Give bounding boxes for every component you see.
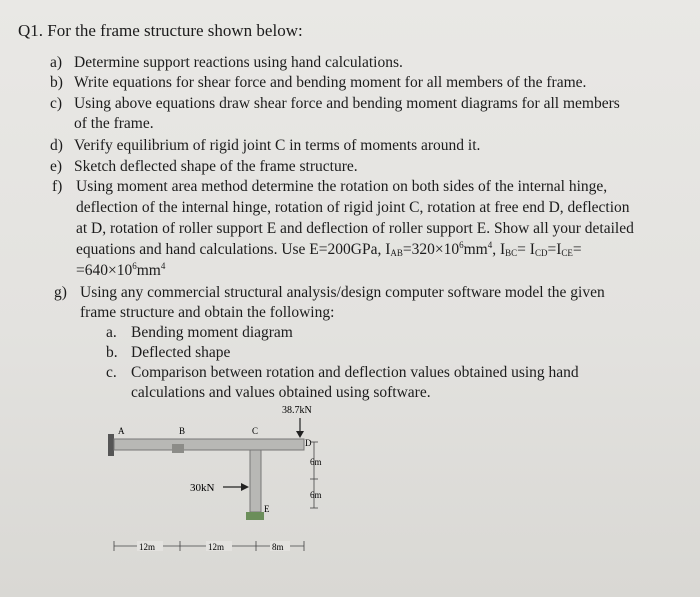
item-f-line2: deflection of the internal hinge, rotation of rigid joint C, rotation at free end D, deflection — [76, 199, 630, 216]
item-g-line1: Using any commercial structural analysis/design computer software model the given — [80, 284, 605, 301]
item-e-label: e) — [50, 158, 63, 175]
node-c: C — [252, 426, 259, 436]
item-e-text: Sketch deflected shape of the frame structure. — [74, 158, 358, 175]
question-heading — [18, 22, 303, 40]
item-g-label: g) — [54, 284, 67, 301]
f-line4-prefix: equations and hand calculations. Use E=200GPa, I — [76, 241, 391, 258]
f-line4-eq2: =I — [547, 241, 562, 258]
frame-structure-figure — [100, 400, 360, 560]
node-e: E — [264, 504, 270, 514]
f-line5-unit: mm — [136, 262, 161, 279]
item-f-line1: Using moment area method determine the rotation on both sides of the internal hinge, — [76, 178, 608, 195]
node-d: D — [305, 438, 312, 448]
question-title: For the frame structure shown below: — [47, 21, 303, 40]
exp-6: 6 — [459, 240, 464, 250]
f-line4-mid: =320×10 — [402, 241, 460, 258]
item-g-b-label: b. — [106, 344, 118, 361]
dim-bc-label: 12m — [208, 542, 225, 552]
fixed-support-a — [108, 434, 114, 456]
item-a-label: a) — [50, 54, 63, 71]
item-c-line1: Using above equations draw shear force and bending moment diagrams for all members — [74, 95, 620, 112]
item-f-line5 — [76, 262, 165, 280]
item-g-c-line2: calculations and values obtained using software. — [131, 384, 431, 401]
dim-lower-label: 6m — [310, 490, 322, 500]
item-f-line4 — [76, 241, 582, 259]
item-f-label: f) — [52, 178, 63, 195]
item-g-a-label: a. — [106, 324, 117, 341]
dim-upper-label: 6m — [310, 457, 322, 467]
item-f-line3: at D, rotation of roller support E and deflection of roller support E. Show all your detailed — [76, 220, 634, 237]
sub-cd: CD — [534, 248, 548, 258]
item-a-text: Determine support reactions using hand calculations. — [74, 54, 403, 71]
point-load-label: 38.7kN — [282, 405, 312, 416]
lateral-load-label: 30kN — [190, 482, 215, 494]
item-g-a-text: Bending moment diagram — [131, 324, 293, 341]
point-load-arrowhead — [296, 431, 304, 438]
exp-4: 4 — [487, 240, 493, 250]
sub-ce: CE — [561, 248, 573, 258]
sub-ab: AB — [390, 248, 403, 258]
item-g-b-text: Deflected shape — [131, 344, 231, 361]
dim-cd-label: 8m — [272, 542, 284, 552]
item-g-c-line1: Comparison between rotation and deflection values obtained using hand — [131, 364, 579, 381]
beam-ad — [114, 439, 304, 450]
lateral-load-arrowhead — [241, 483, 249, 491]
node-a: A — [118, 426, 125, 436]
dim-ab-label: 12m — [139, 542, 156, 552]
item-b-label: b) — [50, 74, 63, 91]
sub-bc: BC — [505, 248, 518, 258]
question-number: Q1. — [18, 21, 44, 40]
f-line5-value: =640×10 — [76, 262, 133, 279]
item-b-text: Write equations for shear force and bending moment for all members of the frame. — [74, 74, 587, 91]
item-c-line2: of the frame. — [74, 115, 154, 132]
f-line4-eq3: = — [572, 241, 582, 258]
item-d-label: d) — [50, 137, 63, 154]
item-g-line2: frame structure and obtain the following: — [80, 304, 335, 321]
roller-support-e — [246, 512, 264, 520]
item-g-c-label: c. — [106, 364, 117, 381]
item-c-label: c) — [50, 95, 63, 112]
hinge-b — [172, 444, 184, 453]
f-line4-unit: mm — [463, 241, 488, 258]
f-line4-i: , I — [492, 241, 506, 258]
node-b: B — [179, 426, 186, 436]
f-line4-eq1: = I — [517, 241, 535, 258]
column-ce — [250, 450, 261, 512]
exp-4b: 4 — [160, 261, 166, 271]
item-d-text: Verify equilibrium of rigid joint C in terms of moments around it. — [74, 137, 481, 154]
exp-6b: 6 — [132, 261, 137, 271]
